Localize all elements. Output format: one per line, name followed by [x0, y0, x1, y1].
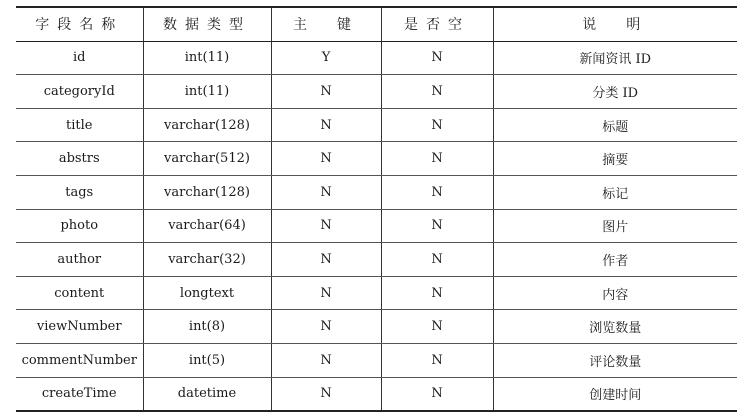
- cell-nullable: N: [381, 243, 493, 277]
- cell-data-type: datetime: [143, 377, 271, 411]
- cell-description: 摘要: [493, 142, 737, 176]
- cell-primary-key: N: [271, 343, 381, 377]
- cell-nullable: N: [381, 209, 493, 243]
- table-row: [16, 41, 737, 75]
- table-row: [16, 75, 737, 109]
- cell-description: 图片: [493, 209, 737, 243]
- cell-data-type: varchar(64): [143, 209, 271, 243]
- header-description: 说 明: [493, 7, 737, 41]
- cell-primary-key: N: [271, 310, 381, 344]
- table-row: [16, 175, 737, 209]
- table-row: [16, 276, 737, 310]
- table-row: [16, 243, 737, 277]
- table-row: [16, 209, 737, 243]
- table-header: [16, 7, 737, 41]
- cell-nullable: N: [381, 108, 493, 142]
- cell-description: 新闻资讯 ID: [493, 41, 737, 75]
- cell-data-type: varchar(128): [143, 175, 271, 209]
- header-data-type: 数据类型: [143, 7, 271, 41]
- cell-data-type: longtext: [143, 276, 271, 310]
- table-body: [16, 41, 737, 411]
- cell-field-name: viewNumber: [16, 310, 143, 344]
- schema-table: [16, 6, 737, 412]
- table-row: [16, 108, 737, 142]
- header-field-name: 字段名称: [16, 7, 143, 41]
- header-nullable: 是否空: [381, 7, 493, 41]
- cell-field-name: id: [16, 41, 143, 75]
- cell-primary-key: N: [271, 243, 381, 277]
- header-primary-key: 主 键: [271, 7, 381, 41]
- cell-field-name: title: [16, 108, 143, 142]
- cell-nullable: N: [381, 343, 493, 377]
- cell-nullable: N: [381, 41, 493, 75]
- cell-description: 作者: [493, 243, 737, 277]
- cell-nullable: N: [381, 175, 493, 209]
- cell-primary-key: N: [271, 276, 381, 310]
- cell-field-name: tags: [16, 175, 143, 209]
- cell-field-name: createTime: [16, 377, 143, 411]
- cell-data-type: varchar(32): [143, 243, 271, 277]
- cell-description: 内容: [493, 276, 737, 310]
- cell-primary-key: Y: [271, 41, 381, 75]
- cell-primary-key: N: [271, 108, 381, 142]
- cell-description: 创建时间: [493, 377, 737, 411]
- cell-description: 标题: [493, 108, 737, 142]
- cell-description: 标记: [493, 175, 737, 209]
- cell-field-name: photo: [16, 209, 143, 243]
- table-row: [16, 377, 737, 411]
- cell-description: 分类 ID: [493, 75, 737, 109]
- cell-nullable: N: [381, 377, 493, 411]
- cell-field-name: abstrs: [16, 142, 143, 176]
- cell-field-name: content: [16, 276, 143, 310]
- cell-primary-key: N: [271, 209, 381, 243]
- cell-description: 评论数量: [493, 343, 737, 377]
- cell-data-type: int(5): [143, 343, 271, 377]
- cell-data-type: varchar(512): [143, 142, 271, 176]
- cell-nullable: N: [381, 75, 493, 109]
- cell-nullable: N: [381, 310, 493, 344]
- cell-description: 浏览数量: [493, 310, 737, 344]
- cell-field-name: commentNumber: [16, 343, 143, 377]
- cell-primary-key: N: [271, 142, 381, 176]
- cell-primary-key: N: [271, 75, 381, 109]
- cell-field-name: author: [16, 243, 143, 277]
- header-row: [16, 7, 737, 41]
- cell-nullable: N: [381, 142, 493, 176]
- cell-field-name: categoryId: [16, 75, 143, 109]
- table-row: [16, 310, 737, 344]
- table-row: [16, 142, 737, 176]
- cell-data-type: int(8): [143, 310, 271, 344]
- cell-data-type: int(11): [143, 75, 271, 109]
- cell-primary-key: N: [271, 377, 381, 411]
- cell-primary-key: N: [271, 175, 381, 209]
- cell-data-type: int(11): [143, 41, 271, 75]
- cell-data-type: varchar(128): [143, 108, 271, 142]
- table-row: [16, 343, 737, 377]
- cell-nullable: N: [381, 276, 493, 310]
